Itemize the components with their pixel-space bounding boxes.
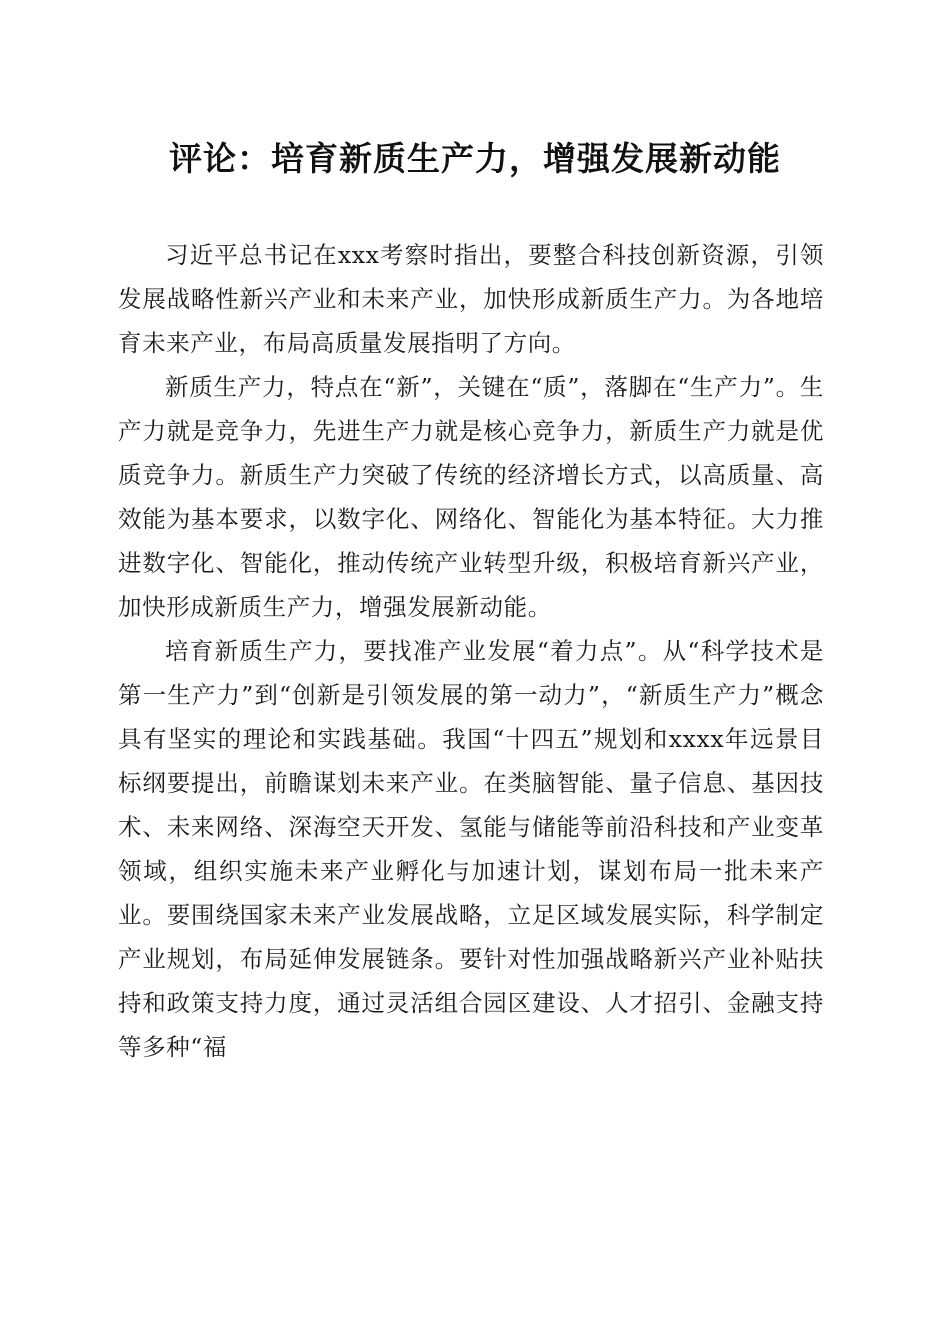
paragraph-2: 新质生产力，特点在“新”，关键在“质”，落脚在“生产力”。生产力就是竞争力，先进生产力就是核心竞争力，新质生产力就是优质竞争力。新质生产力突破了传统的经济增长方式，以高质量、高效能为基本要求，以数字化、网络化、智能化为基本特征。大力推进数字化、智能化，推动传统产业转型升级，积极培育新兴产业，加快形成新质生产力，增强发展新动能。 (118, 373, 824, 621)
paragraph-3: 培育新质生产力，要找准产业发展“着力点”。从“科学技术是第一生产力”到“创新是引领发展的第一动力”，“新质生产力”概念具有坚实的理论和实践基础。我国“十四五”规划和xxxx年远景目标纲要提出，前瞻谋划未来产业。在类脑智能、量子信息、基因技术、未来网络、深海空天开发、氢能与储能等前沿科技和产业变革领域，组织实施未来产业孵化与加速计划，谋划布局一批未来产业。要围绕国家未来产业发展战略，立足区域发展实际，科学制定产业规划，布局延伸发展链条。要针对性加强战略新兴产业补贴扶持和政策支持力度，通过灵活组合园区建设、人才招引、金融支持等多种“福 (118, 637, 824, 1061)
document-title: 评论：培育新质生产力，增强发展新动能 (169, 139, 781, 178)
paragraph-1: 习近平总书记在xxx考察时指出，要整合科技创新资源，引领发展战略性新兴产业和未来产业，加快形成新质生产力。为各地培育未来产业，布局高质量发展指明了方向。 (118, 241, 824, 357)
document-body (118, 233, 824, 1069)
